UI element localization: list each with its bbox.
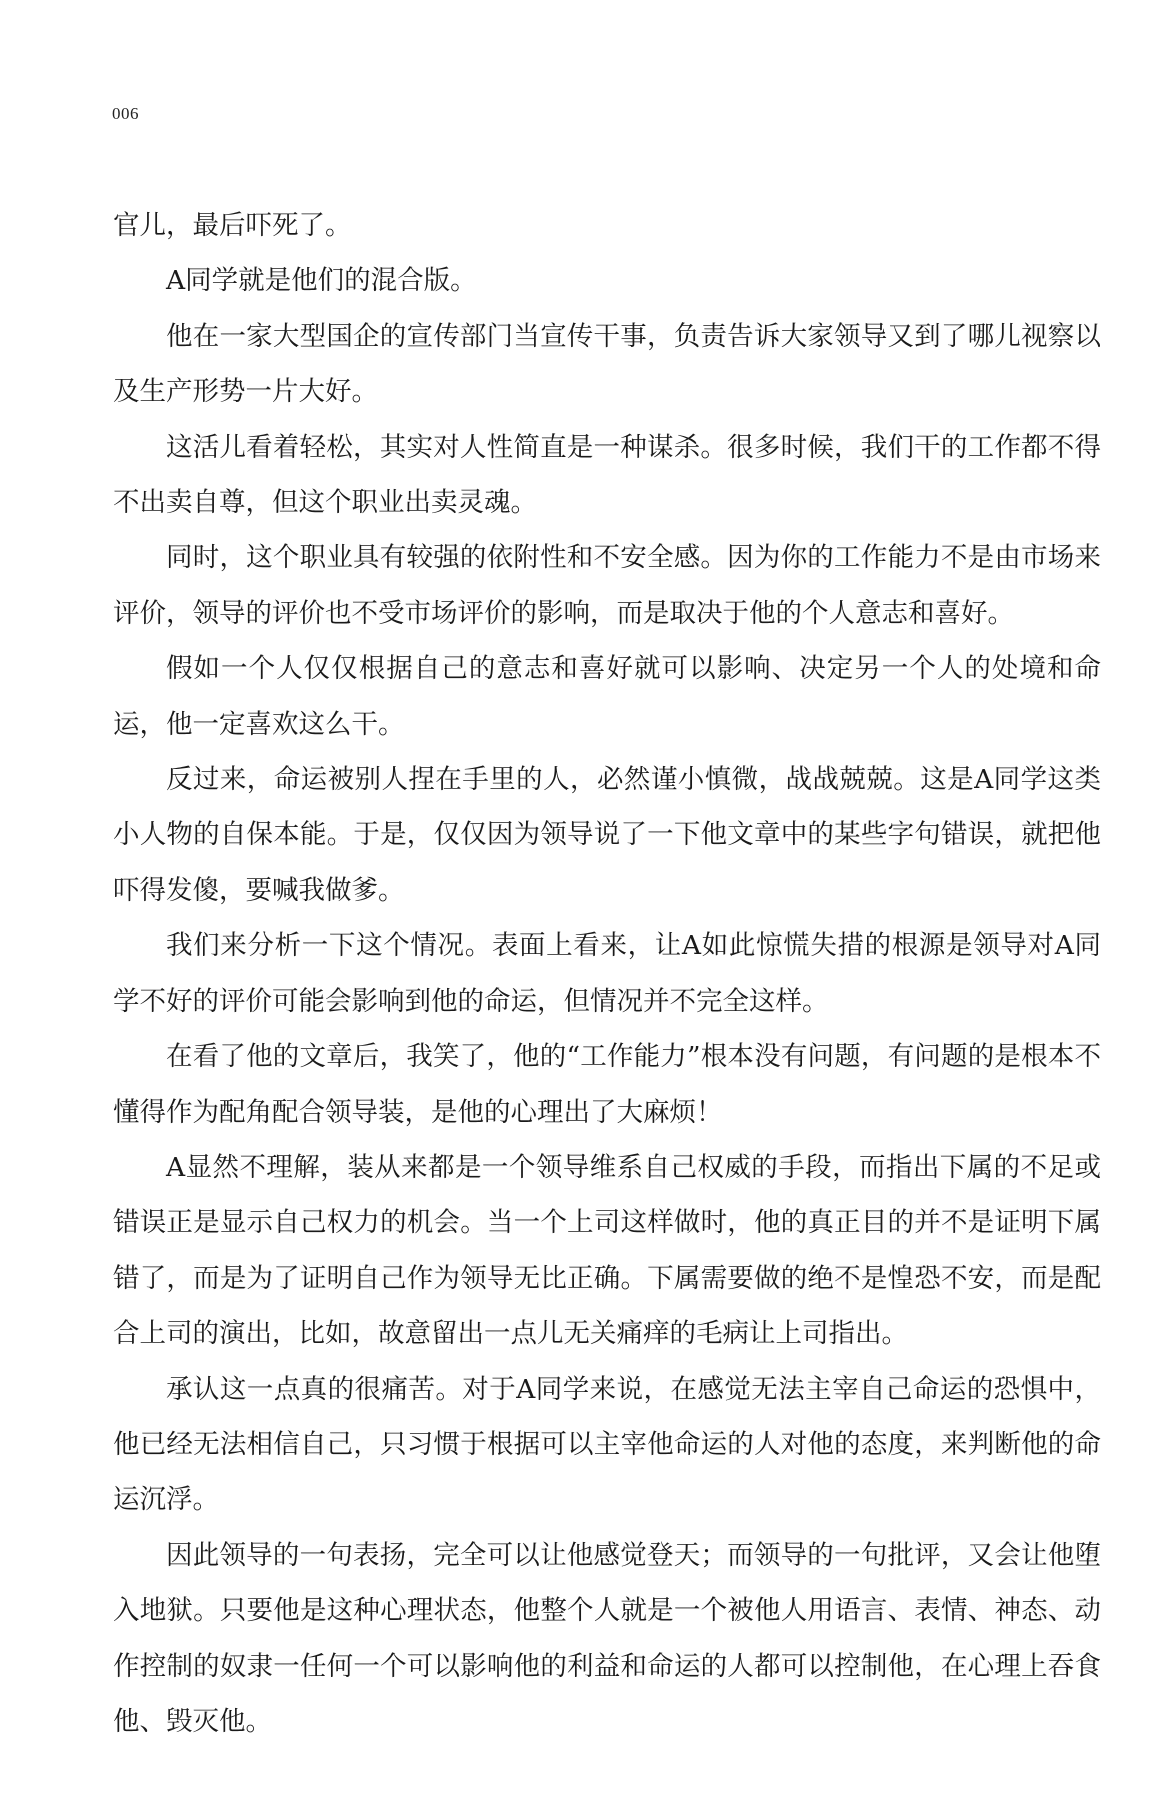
paragraph: 我们来分析一下这个情况。表面上看来，让A如此惊慌失措的根源是领导对A同学不好的评价可能会影响到他的命运，但情况并不完全这样。 [113, 930, 1101, 1017]
paragraph: 同时，这个职业具有较强的依附性和不安全感。因为你的工作能力不是由市场来评价，领导的评价也不受市场评价的影响，而是取决于他的个人意志和喜好。 [113, 542, 1101, 629]
paragraph: 假如一个人仅仅根据自己的意志和喜好就可以影响、决定另一个人的处境和命运，他一定喜欢这么干。 [113, 653, 1101, 740]
paragraph: 在看了他的文章后，我笑了，他的“工作能力”根本没有问题，有问题的是根本不懂得作为配角配合领导装，是他的心理出了大麻烦！ [113, 1041, 1101, 1128]
paragraph: 这活儿看着轻松，其实对人性简直是一种谋杀。很多时候，我们干的工作都不得不出卖自尊，但这个职业出卖灵魂。 [113, 431, 1101, 519]
paragraph: 承认这一点真的很痛苦。对于A同学来说，在感觉无法主宰自己命运的恐惧中，他已经无法相信自己，只习惯于根据可以主宰他命运的人对他的态度，来判断他的命运沉浮。 [113, 1373, 1101, 1516]
paragraph: 因此领导的一句表扬，完全可以让他感觉登天；而领导的一句批评，又会让他堕入地狱。只要他是这种心理状态，他整个人就是一个被他人用语言、表情、神态、动作控制的奴隶一任何一个可以影响他的利益和命运的人都可以控制他，在心理上吞食他、毁灭他。 [113, 1539, 1101, 1737]
body-text [113, 198, 1101, 1749]
paragraph: A同学就是他们的混合版。 [166, 265, 477, 297]
paragraph-continued: 官儿，最后吓死了。 [113, 210, 352, 241]
page-number: 006 [112, 104, 139, 123]
paragraph: 他在一家大型国企的宣传部门当宣传干事，负责告诉大家领导又到了哪儿视察以及生产形势一片大好。 [113, 320, 1101, 408]
paragraph: 反过来，命运被别人捏在手里的人，必然谨小慎微，战战兢兢。这是A同学这类小人物的自保本能。于是，仅仅因为领导说了一下他文章中的某些字句错误，就把他吓得发傻，要喊我做爹。 [113, 764, 1101, 906]
paragraph: A显然不理解，装从来都是一个领导维系自己权威的手段，而指出下属的不足或错误正是显示自己权力的机会。当一个上司这样做时，他的真正目的并不是证明下属错了，而是为了证明自己作为领导无比正确。下属需要做的绝不是惶恐不安，而是配合上司的演出，比如，故意留出一点儿无关痛痒的毛病让上司指出。 [113, 1151, 1101, 1350]
